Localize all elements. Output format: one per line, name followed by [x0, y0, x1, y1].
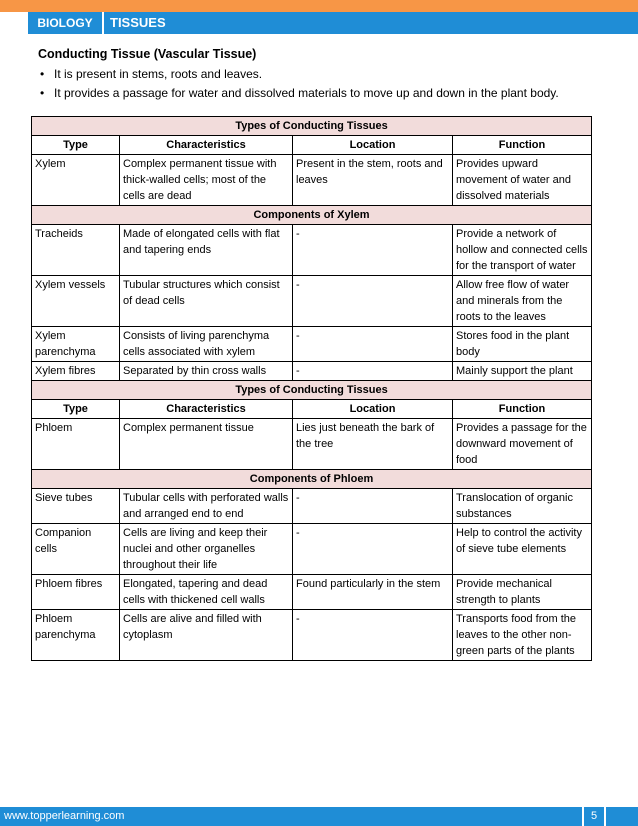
bullet-item: • It is present in stems, roots and leaves. — [38, 65, 559, 84]
cell-type: Xylem parenchyma — [32, 327, 120, 362]
cell-characteristics: Tubular structures which consist of dead cells — [120, 276, 293, 327]
cell-function: Provides upward movement of water and dissolved materials — [453, 155, 592, 206]
cell-function: Mainly support the plant — [453, 362, 592, 381]
table-row — [32, 362, 592, 381]
cell-type: Phloem — [32, 419, 120, 470]
cell-type: Tracheids — [32, 225, 120, 276]
cell-characteristics: Consists of living parenchyma cells associated with xylem — [120, 327, 293, 362]
cell-characteristics: Made of elongated cells with flat and tapering ends — [120, 225, 293, 276]
cell-type: Sieve tubes — [32, 489, 120, 524]
table-row — [32, 225, 592, 276]
cell-location: Present in the stem, roots and leaves — [293, 155, 453, 206]
cell-characteristics: Cells are alive and filled with cytoplasm — [120, 610, 293, 661]
table-band-row — [32, 381, 592, 400]
cell-type: Xylem fibres — [32, 362, 120, 381]
col-header: Location — [293, 400, 453, 419]
table-row — [32, 276, 592, 327]
col-header: Location — [293, 136, 453, 155]
bullet-list — [38, 65, 559, 103]
col-header: Function — [453, 136, 592, 155]
cell-characteristics: Complex permanent tissue with thick-walled cells; most of the cells are dead — [120, 155, 293, 206]
cell-characteristics: Tubular cells with perforated walls and arranged end to end — [120, 489, 293, 524]
table-band-row — [32, 206, 592, 225]
cell-type: Xylem vessels — [32, 276, 120, 327]
table-row — [32, 575, 592, 610]
cell-location: - — [293, 327, 453, 362]
table-row — [32, 419, 592, 470]
bullet-item: • It provides a passage for water and dissolved materials to move up and down in the plant body. — [38, 84, 559, 103]
table-header-row — [32, 400, 592, 419]
cell-type: Companion cells — [32, 524, 120, 575]
cell-function: Provide mechanical strength to plants — [453, 575, 592, 610]
top-accent-bar — [0, 0, 638, 12]
cell-function: Stores food in the plant body — [453, 327, 592, 362]
table-band-row — [32, 117, 592, 136]
col-header: Function — [453, 400, 592, 419]
cell-location: - — [293, 524, 453, 575]
cell-type: Xylem — [32, 155, 120, 206]
page-footer — [0, 807, 638, 826]
table-row — [32, 327, 592, 362]
cell-location: - — [293, 489, 453, 524]
topic-title: TISSUES — [104, 12, 638, 34]
cell-function: Allow free flow of water and minerals from the roots to the leaves — [453, 276, 592, 327]
cell-location: - — [293, 276, 453, 327]
page-number: 5 — [582, 807, 606, 826]
footer-url-link[interactable]: www.topperlearning.com — [4, 810, 125, 822]
table-row — [32, 524, 592, 575]
table-band-row — [32, 470, 592, 489]
band-label: Types of Conducting Tissues — [32, 381, 592, 400]
cell-function: Translocation of organic substances — [453, 489, 592, 524]
cell-function: Provide a network of hollow and connected cells for the transport of water — [453, 225, 592, 276]
cell-location: Found particularly in the stem — [293, 575, 453, 610]
cell-type: Phloem fibres — [32, 575, 120, 610]
band-label: Components of Xylem — [32, 206, 592, 225]
cell-location: Lies just beneath the bark of the tree — [293, 419, 453, 470]
cell-characteristics: Cells are living and keep their nuclei and other organelles throughout their life — [120, 524, 293, 575]
table-header-row — [32, 136, 592, 155]
conducting-tissues-table — [31, 116, 592, 661]
table-row — [32, 155, 592, 206]
table-row — [32, 610, 592, 661]
cell-function: Provides a passage for the downward movement of food — [453, 419, 592, 470]
cell-function: Help to control the activity of sieve tube elements — [453, 524, 592, 575]
col-header: Characteristics — [120, 400, 293, 419]
cell-type: Phloem parenchyma — [32, 610, 120, 661]
cell-location: - — [293, 225, 453, 276]
section-title: Conducting Tissue (Vascular Tissue) — [38, 47, 257, 61]
col-header: Characteristics — [120, 136, 293, 155]
cell-function: Transports food from the leaves to the other non-green parts of the plants — [453, 610, 592, 661]
subject-label: BIOLOGY — [28, 12, 102, 34]
cell-location: - — [293, 610, 453, 661]
col-header: Type — [32, 136, 120, 155]
band-label: Components of Phloem — [32, 470, 592, 489]
col-header: Type — [32, 400, 120, 419]
cell-location: - — [293, 362, 453, 381]
cell-characteristics: Elongated, tapering and dead cells with thickened cell walls — [120, 575, 293, 610]
table-row — [32, 489, 592, 524]
band-label: Types of Conducting Tissues — [32, 117, 592, 136]
cell-characteristics: Complex permanent tissue — [120, 419, 293, 470]
cell-characteristics: Separated by thin cross walls — [120, 362, 293, 381]
